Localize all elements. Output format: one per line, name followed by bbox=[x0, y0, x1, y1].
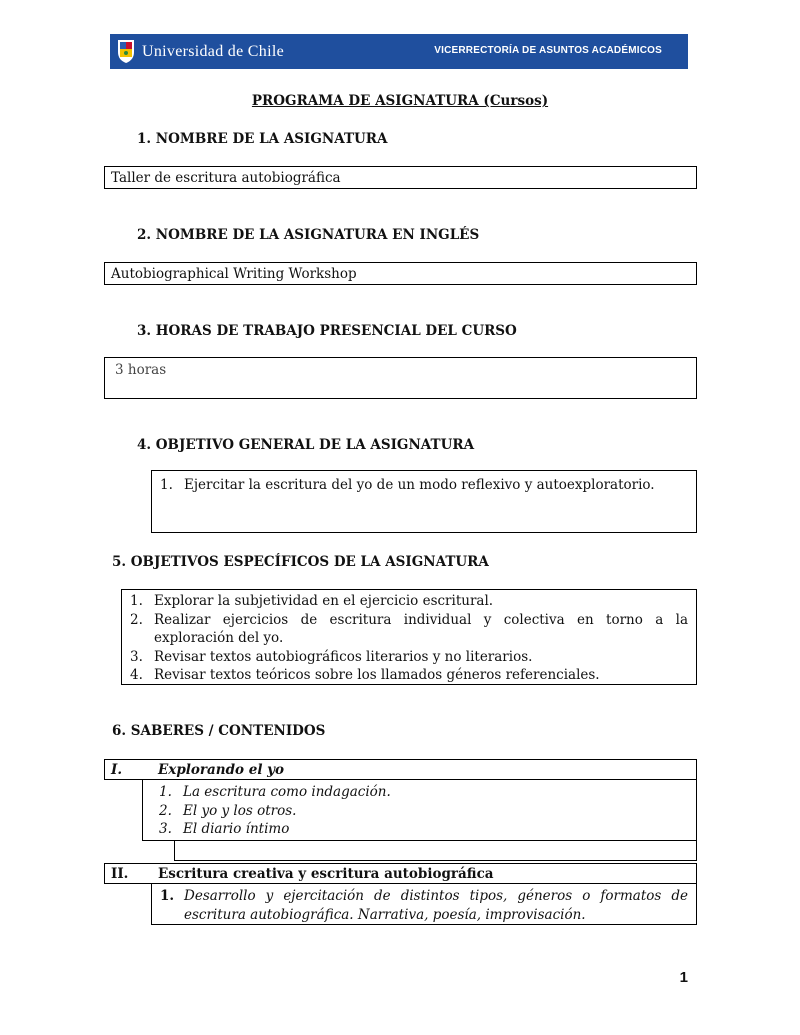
section-6-heading: 6. SABERES / CONTENIDOS bbox=[112, 723, 326, 739]
course-name-english-value: Autobiographical Writing Workshop bbox=[111, 266, 357, 282]
unit-1-row bbox=[104, 759, 697, 780]
section-3-heading: 3. HORAS DE TRABAJO PRESENCIAL DEL CURSO bbox=[137, 323, 517, 339]
list-item-text: Revisar textos autobiográficos literarios y no literarios. bbox=[154, 648, 533, 665]
list-item-text: Explorar la subjetividad en el ejercicio escritural. bbox=[154, 593, 494, 609]
unit-2-title: Escritura creativa y escritura autobiográfica bbox=[158, 866, 494, 882]
list-item-number: 1. bbox=[160, 888, 175, 904]
unit-2-row bbox=[104, 863, 697, 884]
hours-field bbox=[104, 357, 697, 399]
list-item bbox=[130, 666, 688, 685]
list-item-text: El yo y los otros. bbox=[183, 802, 297, 819]
section-5-heading: 5. OBJETIVOS ESPECÍFICOS DE LA ASIGNATURA bbox=[112, 554, 489, 570]
hours-value: 3 horas bbox=[115, 362, 167, 378]
list-item-number: 3. bbox=[159, 821, 172, 837]
section-1-heading: 1. NOMBRE DE LA ASIGNATURA bbox=[137, 131, 388, 147]
page-number: 1 bbox=[679, 969, 688, 986]
section-2-heading: 2. NOMBRE DE LA ASIGNATURA EN INGLÉS bbox=[137, 227, 480, 243]
specific-objectives-box bbox=[121, 589, 697, 685]
list-item-number: 2. bbox=[130, 611, 143, 628]
list-item-number: 1. bbox=[159, 784, 172, 800]
empty-row-cell bbox=[174, 840, 697, 861]
course-name-field bbox=[104, 166, 697, 189]
list-item bbox=[160, 476, 688, 495]
list-item-text: Realizar ejercicios de escritura individual y colectiva en torno a la exploración del yo. bbox=[154, 611, 688, 646]
university-seal-icon bbox=[116, 38, 136, 64]
course-name-english-field bbox=[104, 262, 697, 285]
list-item-text: Desarrollo y ejercitación de distintos tipos, géneros o formatos de escritura autobiográfica. Narrativa, poesía, improvisación. bbox=[184, 888, 688, 923]
list-item bbox=[160, 887, 688, 924]
course-name-value: Taller de escritura autobiográfica bbox=[111, 170, 341, 186]
list-item-text: Ejercitar la escritura del yo de un modo reflexivo y autoexploratorio. bbox=[184, 477, 655, 493]
list-item bbox=[159, 820, 688, 839]
unit-1-title: Explorando el yo bbox=[158, 762, 284, 778]
document-title: PROGRAMA DE ASIGNATURA (Cursos) bbox=[251, 93, 549, 109]
list-item bbox=[130, 648, 688, 667]
list-item-number: 2. bbox=[159, 802, 172, 819]
unit-1-contents-box bbox=[142, 779, 697, 841]
header-banner bbox=[110, 34, 688, 69]
vicerrectoria-label: VICERRECTORÍA DE ASUNTOS ACADÉMICOS bbox=[434, 45, 662, 56]
section-4-heading: 4. OBJETIVO GENERAL DE LA ASIGNATURA bbox=[137, 437, 475, 453]
general-objective-box bbox=[151, 470, 697, 533]
list-item bbox=[159, 802, 688, 821]
unit-1-roman: I. bbox=[111, 762, 123, 778]
list-item-number: 1. bbox=[160, 477, 173, 493]
list-item bbox=[130, 611, 688, 648]
list-item-text: Revisar textos teóricos sobre los llamados géneros referenciales. bbox=[154, 667, 600, 683]
list-item bbox=[159, 783, 688, 802]
list-item bbox=[130, 592, 688, 611]
unit-2-contents-box bbox=[151, 883, 697, 925]
unit-2-roman: II. bbox=[111, 866, 129, 882]
list-item-text: La escritura como indagación. bbox=[183, 784, 391, 800]
list-item-number: 3. bbox=[130, 648, 143, 665]
list-item-number: 1. bbox=[130, 593, 143, 609]
list-item-number: 4. bbox=[130, 667, 143, 683]
university-name: Universidad de Chile bbox=[142, 43, 284, 60]
list-item-text: El diario íntimo bbox=[183, 821, 290, 837]
